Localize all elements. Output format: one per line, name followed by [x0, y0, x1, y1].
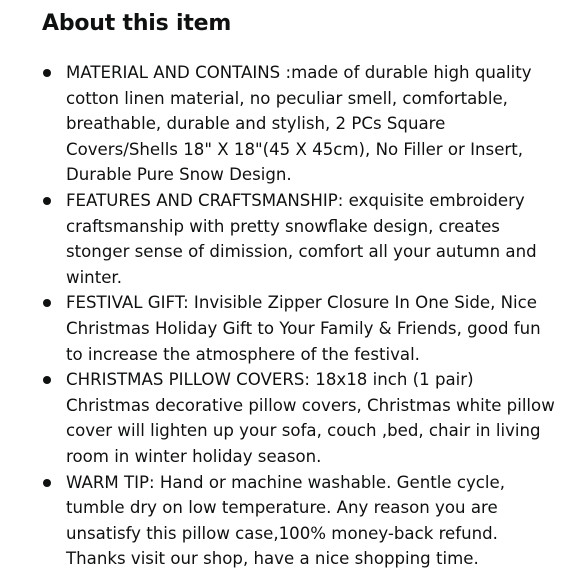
bullet-text: FESTIVAL GIFT: Invisible Zipper Closure In One Side, Nice Christmas Holiday Gift to Your Family & Friends, good fun to increase the atmosphere of the festival. [66, 293, 541, 364]
bullet-text: CHRISTMAS PILLOW COVERS: 18x18 inch (1 pair) Christmas decorative pillow covers, Christmas white pillow cover will lighten up your sofa, couch ,bed, chair in living room in winter holiday season. [66, 370, 555, 466]
feature-bullet-material [66, 60, 556, 188]
section-heading: About this item [42, 11, 232, 36]
bullet-text: FEATURES AND CRAFTSMANSHIP: exquisite embroidery craftsmanship with pretty snowflake design, creates stonger sense of dimission, comfort all your autumn and winter. [66, 190, 537, 287]
bullet-text: WARM TIP: Hand or machine washable. Gentle cycle, tumble dry on low temperature. Any reason you are unsatisfy this pillow case,100% money-back refund. Thanks visit our shop, have a nice shopping time. [66, 472, 505, 569]
bullet-dot-icon [43, 299, 51, 307]
feature-bullet-craftsmanship [66, 188, 556, 290]
bullet-dot-icon [43, 197, 51, 205]
feature-bullet-pillow-covers [66, 367, 556, 469]
bullet-dot-icon [43, 376, 51, 384]
bullet-dot-icon [43, 69, 51, 77]
bullet-dot-icon [43, 479, 51, 487]
feature-bullet-festival-gift [66, 290, 556, 367]
feature-bullet-warm-tip [66, 470, 556, 572]
feature-bullet-list [66, 60, 556, 572]
bullet-text: MATERIAL AND CONTAINS :made of durable high quality cotton linen material, no peculiar smell, comfortable, breathable, durable and stylish, 2 PCs Square Covers/Shells 18" X 18"(45 X 45cm), No Filler or Insert, Durable Pure Snow Design. [66, 63, 532, 185]
